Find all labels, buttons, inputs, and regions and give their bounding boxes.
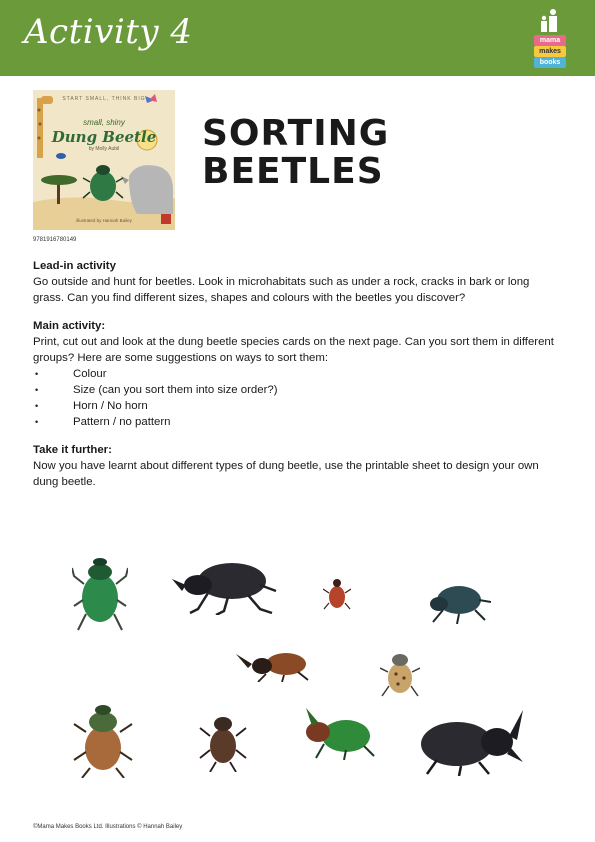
take-further-heading: Take it further: <box>33 444 112 456</box>
main-activity-heading: Main activity: <box>33 320 106 332</box>
brown-green-beetle-illustration <box>72 702 134 778</box>
horned-brown-beetle-illustration <box>236 648 312 682</box>
activity-title: Activity 4 <box>24 12 193 52</box>
list-item: • Pattern / no pattern <box>33 414 563 430</box>
book-illustrator: illustrated by Hannah Bailey <box>76 218 132 223</box>
lead-in-heading: Lead-in activity <box>33 260 116 272</box>
page-title-line-2: BEETLES <box>202 151 384 192</box>
green-scarab-beetle-illustration <box>72 550 128 634</box>
black-dung-beetle-illustration <box>168 555 278 615</box>
sort-suggestions-list <box>33 366 563 430</box>
publisher-logo <box>534 8 566 68</box>
copyright-footer: ©Mama Makes Books Ltd. Illustrations © Hannah Bailey <box>33 824 183 830</box>
logo-word-1: mama <box>534 35 566 46</box>
book-author: by Molly Aubil <box>88 146 120 152</box>
dark-brown-beetle-illustration <box>198 708 248 772</box>
list-item: • Colour <box>33 366 563 382</box>
page-title-line-1: SORTING <box>202 113 390 154</box>
book-title: Dung Beetle <box>51 128 157 146</box>
isbn: 9781916780149 <box>33 237 77 243</box>
header-bar <box>0 0 595 76</box>
green-horned-beetle-illustration <box>296 708 376 760</box>
rhinoceros-beetle-illustration <box>413 710 525 776</box>
logo-word-3: books <box>534 57 566 68</box>
take-further-text: Now you have learnt about different types of dung beetle, use the printable sheet to design your own dung beetle. <box>33 460 539 488</box>
small-red-beetle-illustration <box>323 575 351 611</box>
activity-content <box>33 258 563 502</box>
book-cover <box>33 90 175 230</box>
book-tagline: START SMALL, THINK BIG <box>62 96 146 102</box>
spotted-tan-beetle-illustration <box>380 648 420 698</box>
page-title <box>202 115 389 191</box>
beetle-illustrations <box>58 540 538 785</box>
list-item: • Horn / No horn <box>33 398 563 414</box>
main-activity-text: Print, cut out and look at the dung beetle species cards on the next page. Can you sort them in different groups? Here are some suggestions on ways to sort them: <box>33 336 554 364</box>
book-subtitle: small, shiny <box>83 118 125 127</box>
dark-teal-beetle-illustration <box>423 580 491 624</box>
family-silhouette-icon <box>538 8 562 32</box>
list-item: • Size (can you sort them into size order?) <box>33 382 563 398</box>
book-cover-illustration <box>33 90 175 230</box>
logo-word-2: makes <box>534 46 566 57</box>
lead-in-text: Go outside and hunt for beetles. Look in microhabitats such as under a rock, cracks in bark or long grass. Can you find different sizes, shapes and colours with the beetles you discover? <box>33 276 530 304</box>
